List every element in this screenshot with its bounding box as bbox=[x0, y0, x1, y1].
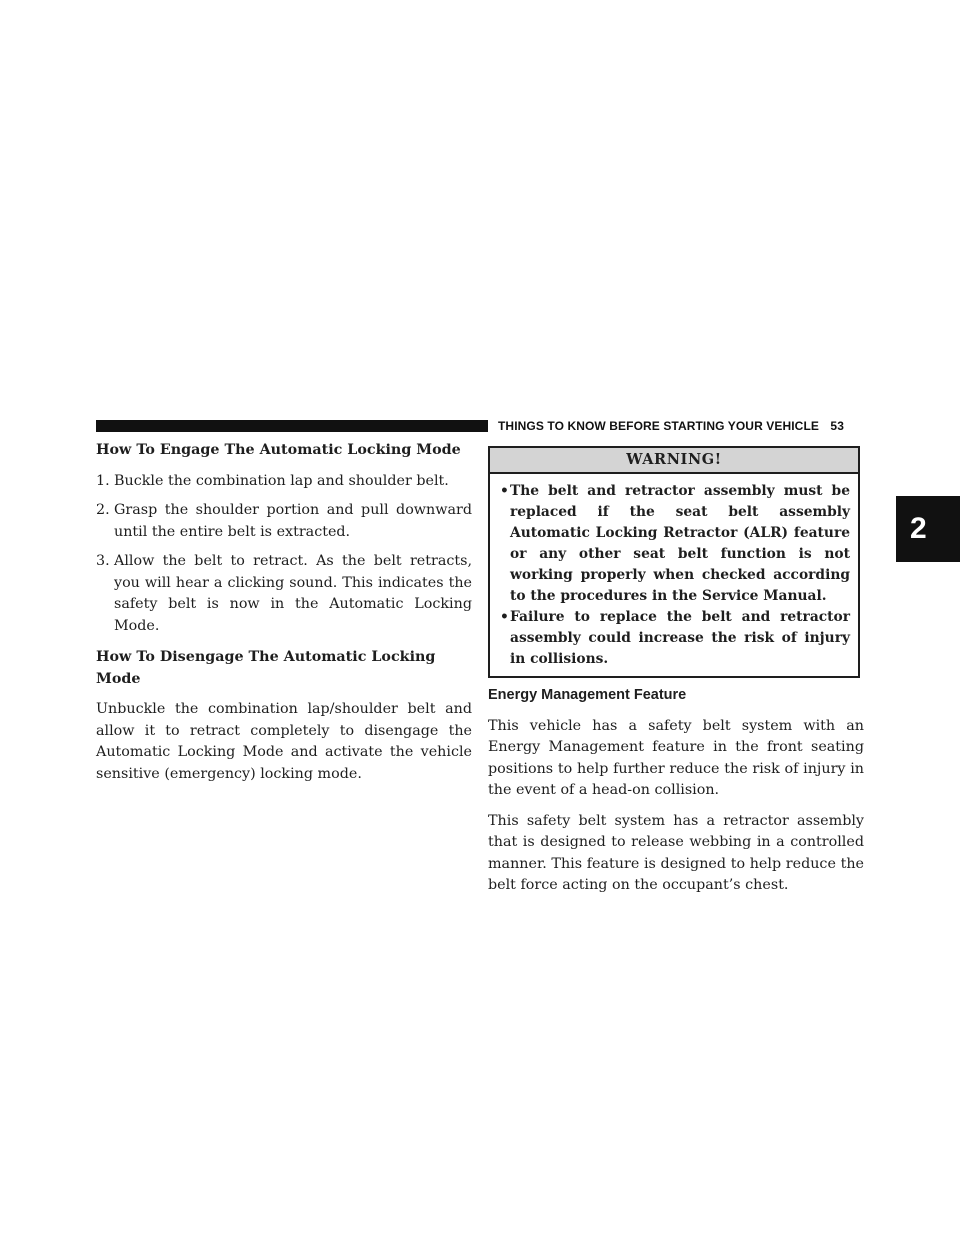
engage-steps bbox=[96, 471, 472, 638]
running-header-title: THINGS TO KNOW BEFORE STARTING YOUR VEHICLE bbox=[498, 419, 819, 433]
left-column bbox=[96, 440, 472, 785]
right-column bbox=[488, 446, 864, 906]
warning-list bbox=[490, 474, 858, 676]
list-item bbox=[96, 500, 472, 543]
energy-heading: Energy Management Feature bbox=[488, 687, 687, 703]
list-item bbox=[96, 471, 472, 493]
step-number: 2. bbox=[96, 502, 110, 518]
engage-heading: How To Engage The Automatic Locking Mode bbox=[96, 442, 461, 458]
list-item bbox=[96, 551, 472, 637]
step-text: Buckle the combination lap and shoulder belt. bbox=[114, 472, 449, 489]
step-number: 3. bbox=[96, 553, 110, 569]
energy-paragraph: This safety belt system has a retractor assembly that is designed to release webbing in a controlled manner. This feature is designed to help reduce the belt force acting on the occupant’s chest. bbox=[488, 812, 864, 893]
warning-text: The belt and retractor assembly must be replaced if the seat belt assembly Automatic Locking Retractor (ALR) feature or any other seat belt function is not working properly when checked according to the procedures in the Service Manual. bbox=[510, 483, 850, 604]
energy-paragraph: This vehicle has a safety belt system with an Energy Management feature in the front seating positions to help further reduce the risk of injury in the event of a head-on collision. bbox=[488, 717, 864, 798]
disengage-heading: How To Disengage The Automatic Locking Mode bbox=[96, 649, 436, 687]
warning-box bbox=[488, 446, 860, 678]
bullet-icon: • bbox=[500, 609, 509, 625]
list-item bbox=[500, 481, 850, 607]
step-text: Allow the belt to retract. As the belt retracts, you will hear a clicking sound. This indicates the safety belt is now in the Automatic Locking Mode. bbox=[114, 553, 472, 634]
disengage-paragraph: Unbuckle the combination lap/shoulder belt and allow it to retract completely to disengage the Automatic Locking Mode and activate the vehicle sensitive (emergency) locking mode. bbox=[96, 701, 472, 782]
chapter-tab: 2 bbox=[896, 496, 960, 562]
header-rule bbox=[96, 420, 488, 432]
step-number: 1. bbox=[96, 472, 110, 489]
running-header bbox=[498, 419, 844, 433]
warning-text: Failure to replace the belt and retractor assembly could increase the risk of injury in collisions. bbox=[510, 609, 850, 667]
step-text: Grasp the shoulder portion and pull downward until the entire belt is extracted. bbox=[114, 502, 472, 540]
warning-title: WARNING! bbox=[490, 448, 858, 474]
page-number: 53 bbox=[830, 419, 844, 433]
bullet-icon: • bbox=[500, 483, 509, 499]
list-item bbox=[500, 607, 850, 670]
